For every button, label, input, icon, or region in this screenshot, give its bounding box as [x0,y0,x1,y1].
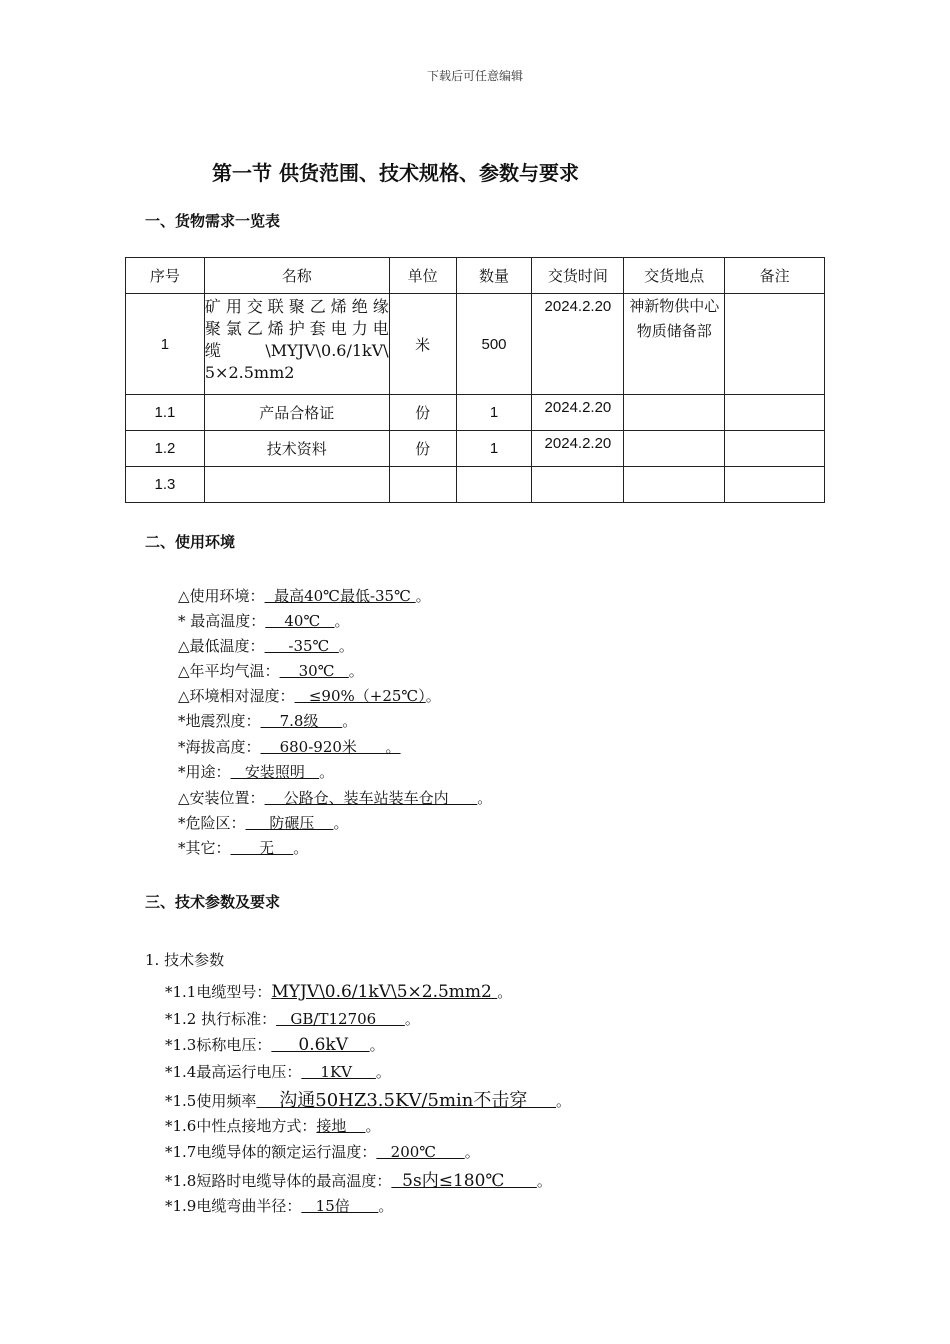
section2-heading: 二、使用环境 [145,533,236,551]
env-end: 。 [342,712,358,730]
cell-place [624,294,725,395]
tp-label: *1.2 执行标准： [165,1010,277,1028]
env-value: 7.8级 [260,712,343,730]
env-label: *其它： [178,839,231,857]
cell-name: 技术资料 [204,431,389,467]
cell-place [624,431,725,467]
env-label: *地震烈度： [178,712,261,730]
tp-label: *1.6中性点接地方式： [165,1117,317,1135]
env-value: 无 [230,839,294,857]
cell-name: 产品合格证 [204,395,389,431]
cell-no: 1.2 [126,431,205,467]
tp-label: *1.9电缆弯曲半径： [165,1197,302,1215]
env-value: 安装照明 [230,763,320,781]
tp-end: 。 [536,1172,552,1190]
cell-name [204,467,389,503]
env-end: 。 [348,662,364,680]
env-label: △最低温度： [178,637,265,655]
env-value: 最高40℃最低-35℃ [264,587,416,605]
name-line: 5×2.5mm2 [204,363,295,382]
tp-value: 沟通50HZ3.5KV/5min不击穿 [256,1090,556,1111]
header-note: 下载后可任意编辑 [426,69,523,83]
env-value: 680-920米 [260,738,386,756]
env-end: 。 [334,612,350,630]
tp-label: *1.5使用频率 [165,1092,257,1110]
env-end: 。 [477,789,493,807]
env-item [178,660,364,681]
cell-unit: 份 [389,395,456,431]
env-item [178,710,357,731]
cell-place [624,395,725,431]
name-line: 矿用交联聚乙烯绝缘 [204,297,389,316]
tp-end: 。 [404,1010,420,1028]
env-item [178,761,334,782]
env-item [178,837,308,858]
cell-unit [389,467,456,503]
cell-no: 1.3 [126,467,205,503]
env-label: △使用环境： [178,587,265,605]
env-label: * 最高温度： [178,612,266,630]
env-value: 防碾压 [245,814,334,832]
env-end: 。 [425,687,441,705]
tp-end: 。 [497,983,513,1001]
tech-param-item [165,1061,391,1082]
col-header-place: 交货地点 [624,258,725,294]
name-line: 缆 \MYJV\0.6/1kV\ [204,341,389,360]
env-label: △年平均气温： [178,662,280,680]
tech-param-item [165,1166,552,1191]
tp-value: MYJV\0.6/1kV\5×2.5mm2 [271,982,498,1002]
env-item [178,610,350,631]
cell-name [204,294,389,395]
cell-note [725,431,825,467]
tp-value: GB/T12706 [276,1010,405,1028]
env-end: 。 [385,738,401,756]
col-header-unit: 单位 [389,258,456,294]
env-item [178,685,441,706]
cell-date: 2024.2.20 [532,294,624,395]
cell-date: 2024.2.20 [532,395,624,431]
cell-note [725,467,825,503]
tech-param-item [165,1086,571,1112]
tech-param-item [165,1115,380,1136]
env-label: △环境相对湿度： [178,687,295,705]
col-header-note: 备注 [725,258,825,294]
tp-value: 1KV [301,1063,376,1081]
env-item [178,787,492,808]
env-value: -35℃ [264,637,339,655]
tp-end: 。 [555,1092,571,1110]
tp-end: 。 [365,1117,381,1135]
env-end: 。 [338,637,354,655]
env-end: 。 [415,587,431,605]
env-label: △安装位置： [178,789,265,807]
tp-end: 。 [369,1036,385,1054]
col-header-date: 交货时间 [532,258,624,294]
tech-param-item [165,1034,385,1055]
col-header-name: 名称 [204,258,389,294]
tp-value: 0.6kV [271,1035,370,1055]
cell-unit: 米 [389,294,456,395]
tp-value: 5s内≤180℃ [391,1171,537,1191]
tp-label: *1.3标称电压： [165,1036,272,1054]
cell-unit: 份 [389,431,456,467]
env-item [178,635,354,656]
section1-heading: 一、货物需求一览表 [145,212,281,230]
env-item [178,585,431,606]
table-row [126,467,825,503]
table-row [126,431,825,467]
col-header-qty: 数量 [456,258,532,294]
table-header-row [126,258,825,294]
tp-label: *1.8短路时电缆导体的最高温度： [165,1172,392,1190]
place-line: 神新物供中心 [629,297,720,315]
cell-note [725,395,825,431]
tp-value: 200℃ [376,1143,465,1161]
cell-place [624,467,725,503]
place-line: 物质储备部 [636,322,712,340]
cell-no: 1.1 [126,395,205,431]
page-title: 第一节 供货范围、技术规格、参数与要求 [212,161,579,185]
env-value: 30℃ [279,662,349,680]
env-end: 。 [319,763,335,781]
tech-param-item [165,1195,393,1216]
cell-note [725,294,825,395]
tp-value: 接地 [316,1117,366,1135]
tech-param-item [165,1141,480,1162]
cell-qty: 1 [456,431,532,467]
section3-heading: 三、技术参数及要求 [145,893,281,911]
table-row [126,294,825,395]
env-value: 40℃ [265,612,335,630]
col-header-no: 序号 [126,258,205,294]
tp-label: *1.4最高运行电压： [165,1063,302,1081]
env-label: *海拔高度： [178,738,261,756]
tech-param-item [165,1008,420,1029]
tp-label: *1.1电缆型号： [165,983,272,1001]
tp-label: *1.7电缆导体的额定运行温度： [165,1143,377,1161]
cell-date [532,467,624,503]
goods-table [125,257,825,503]
tp-value: 15倍 [301,1197,379,1215]
env-end: 。 [333,814,349,832]
tech-param-item [165,981,512,1002]
tp-end: 。 [375,1063,391,1081]
tp-end: 。 [378,1197,394,1215]
env-value: ≤90%（+25℃） [294,687,426,705]
name-line: 聚氯乙烯护套电力电 [204,319,389,338]
env-label: *用途： [178,763,231,781]
cell-qty: 500 [456,294,532,395]
table-row [126,395,825,431]
cell-qty [456,467,532,503]
env-item [178,736,401,757]
cell-no: 1 [126,294,205,395]
tp-end: 。 [464,1143,480,1161]
env-value: 公路仓、装车站装车仓内 [264,789,478,807]
cell-date: 2024.2.20 [532,431,624,467]
env-label: *危险区： [178,814,246,832]
env-item [178,812,348,833]
tech-params-subheading: 1. 技术参数 [145,951,225,969]
cell-qty: 1 [456,395,532,431]
env-end: 。 [293,839,309,857]
